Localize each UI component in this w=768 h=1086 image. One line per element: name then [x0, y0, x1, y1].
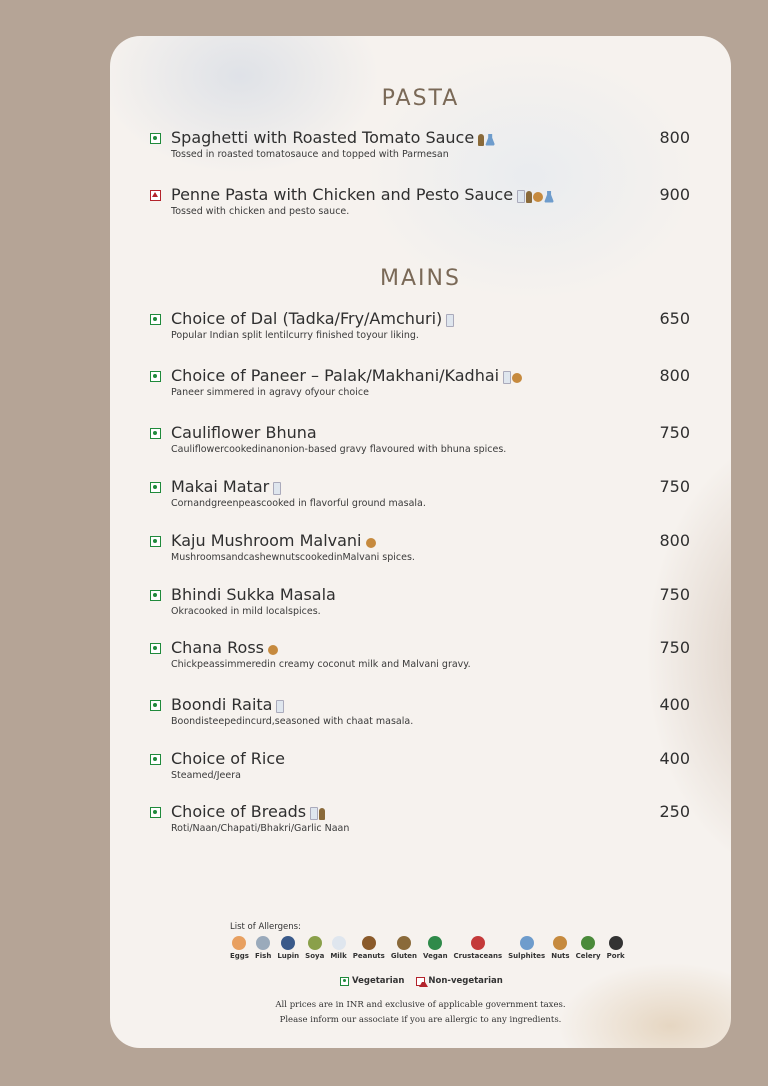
legend-nonveg [416, 976, 502, 986]
item-description: Boondisteepedincurd,seasoned with chaat masala. [171, 716, 414, 727]
milk-icon [517, 190, 525, 203]
veg-icon [150, 754, 161, 765]
item-price: 750 [659, 477, 690, 496]
pork-icon [609, 936, 623, 950]
item-price: 400 [659, 749, 690, 768]
veg-icon [150, 807, 161, 818]
nuts-icon [553, 936, 567, 950]
item-name-text: Choice of Paneer – Palak/Makhani/Kadhai [171, 366, 500, 385]
veg-icon [150, 700, 161, 711]
item-name-text: Boondi Raita [171, 695, 273, 714]
allergen-label: Eggs [230, 952, 249, 960]
item-description: Cornandgreenpeascooked in flavorful ground masala. [171, 498, 426, 509]
item-name [171, 531, 377, 551]
veg-icon [150, 536, 161, 547]
gluten-icon [526, 191, 532, 203]
soya-icon [308, 936, 322, 950]
item-name [171, 802, 326, 822]
veg-icon [150, 314, 161, 325]
allergen-item [277, 936, 299, 960]
veg-icon [150, 643, 161, 654]
section-title-mains: MAINS [380, 266, 461, 291]
milk-icon [332, 936, 346, 950]
allergen-item [551, 936, 569, 960]
item-description: Tossed in roasted tomatosauce and topped with Parmesan [171, 149, 449, 160]
sulphites-icon [485, 134, 495, 146]
item-name-text: Makai Matar [171, 477, 270, 496]
allergen-icons [517, 186, 555, 205]
item-description: Roti/Naan/Chapati/Bhakri/Garlic Naan [171, 823, 350, 834]
allergen-item [391, 936, 417, 960]
legend-veg-label: Vegetarian [352, 976, 405, 986]
gluten-icon [319, 808, 325, 820]
allergen-label: Pork [606, 952, 625, 960]
allergen-item [255, 936, 271, 960]
item-name-text: Bhindi Sukka Masala [171, 585, 336, 604]
item-name [171, 638, 279, 658]
legend-veg [340, 976, 404, 986]
veg-icon [150, 482, 161, 493]
allergen-label: Gluten [390, 952, 418, 960]
veg-icon [150, 133, 161, 144]
allergen-icons [273, 478, 282, 497]
item-price: 800 [659, 366, 690, 385]
milk-icon [310, 807, 318, 820]
allergy-note: Please inform our associate if you are allergic to any ingredients. [279, 1015, 562, 1025]
item-description: Steamed/Jeera [171, 770, 241, 781]
milk-icon [276, 700, 284, 713]
allergen-list [230, 922, 625, 960]
sulphites-icon [544, 191, 554, 203]
item-price: 800 [659, 128, 690, 147]
item-price: 750 [659, 423, 690, 442]
item-description: Chickpeassimmeredin creamy coconut milk and Malvani gravy. [171, 659, 471, 670]
vegan-icon [428, 936, 442, 950]
item-price: 650 [659, 309, 690, 328]
peanuts-icon [362, 936, 376, 950]
sulphites-icon [520, 936, 534, 950]
allergen-icons [446, 310, 455, 329]
allergen-label: Vegan [423, 952, 448, 960]
gluten-icon [478, 134, 484, 146]
item-name-text: Spaghetti with Roasted Tomato Sauce [171, 128, 475, 147]
item-name-text: Cauliflower Bhuna [171, 423, 317, 442]
nuts-icon [268, 645, 278, 655]
item-description: Paneer simmered in agravy ofyour choice [171, 387, 369, 398]
allergen-item [330, 936, 346, 960]
item-price: 800 [659, 531, 690, 550]
nuts-icon [366, 538, 376, 548]
allergen-icons [478, 129, 496, 148]
item-name-text: Kaju Mushroom Malvani [171, 531, 362, 550]
item-name [171, 128, 496, 148]
diet-legend [340, 976, 503, 986]
milk-icon [503, 371, 511, 384]
item-name-text: Choice of Rice [171, 749, 285, 768]
nuts-icon [512, 373, 522, 383]
milk-icon [446, 314, 454, 327]
item-description: Okracooked in mild localspices. [171, 606, 321, 617]
veg-icon [150, 371, 161, 382]
section-title-pasta: PASTA [381, 86, 460, 111]
celery-icon [581, 936, 595, 950]
allergen-icons [268, 639, 279, 658]
allergen-label: Sulphites [508, 952, 546, 960]
item-description: Popular Indian split lentilcurry finished toyour liking. [171, 330, 419, 341]
allergen-item [454, 936, 503, 960]
allergen-label: Soya [305, 952, 325, 960]
veg-icon [340, 977, 349, 986]
allergen-label: Nuts [551, 952, 570, 960]
crustaceans-icon [471, 936, 485, 950]
allergen-row [230, 936, 625, 960]
allergen-item [508, 936, 545, 960]
fish-icon [256, 936, 270, 950]
nonveg-icon [416, 977, 425, 986]
allergen-label: Milk [330, 952, 347, 960]
allergen-item [305, 936, 324, 960]
allergen-item [576, 936, 601, 960]
price-note: All prices are in INR and exclusive of applicable government taxes. [275, 1000, 566, 1010]
item-name [171, 185, 555, 205]
menu-card [110, 36, 731, 1048]
allergen-label: Fish [254, 952, 272, 960]
nuts-icon [533, 192, 543, 202]
item-description: Tossed with chicken and pesto sauce. [171, 206, 350, 217]
allergen-label: Crustaceans [453, 952, 503, 960]
item-price: 250 [659, 802, 690, 821]
item-name [171, 366, 523, 386]
milk-icon [273, 482, 281, 495]
item-name-text: Choice of Dal (Tadka/Fry/Amchuri) [171, 309, 443, 328]
allergen-item [423, 936, 448, 960]
allergen-icons [503, 367, 523, 386]
allergen-item [607, 936, 625, 960]
allergen-label: Lupin [277, 952, 300, 960]
item-name-text: Chana Ross [171, 638, 265, 657]
gluten-icon [397, 936, 411, 950]
allergen-icons [276, 696, 285, 715]
allergen-title: List of Allergens: [230, 922, 301, 932]
nonveg-icon [150, 190, 161, 201]
item-name-text: Penne Pasta with Chicken and Pesto Sauce [171, 185, 514, 204]
item-name-text: Choice of Breads [171, 802, 307, 821]
item-price: 750 [659, 638, 690, 657]
legend-nonveg-label: Non-vegetarian [428, 976, 503, 986]
eggs-icon [232, 936, 246, 950]
item-price: 750 [659, 585, 690, 604]
item-price: 900 [659, 185, 690, 204]
item-price: 400 [659, 695, 690, 714]
allergen-icons [366, 532, 377, 551]
allergen-icons [310, 803, 326, 822]
allergen-item [230, 936, 249, 960]
item-name [171, 477, 282, 497]
item-name [171, 695, 285, 715]
item-description: MushroomsandcashewnutscookedinMalvani spices. [171, 552, 415, 563]
item-name [171, 749, 285, 768]
allergen-label: Peanuts [352, 952, 385, 960]
veg-icon [150, 428, 161, 439]
item-description: Cauliflowercookedinanonion-based gravy flavoured with bhuna spices. [171, 444, 507, 455]
allergen-label: Celery [575, 952, 601, 960]
lupin-icon [281, 936, 295, 950]
item-name [171, 585, 336, 604]
allergen-item [353, 936, 385, 960]
item-name [171, 423, 317, 442]
veg-icon [150, 590, 161, 601]
item-name [171, 309, 455, 329]
